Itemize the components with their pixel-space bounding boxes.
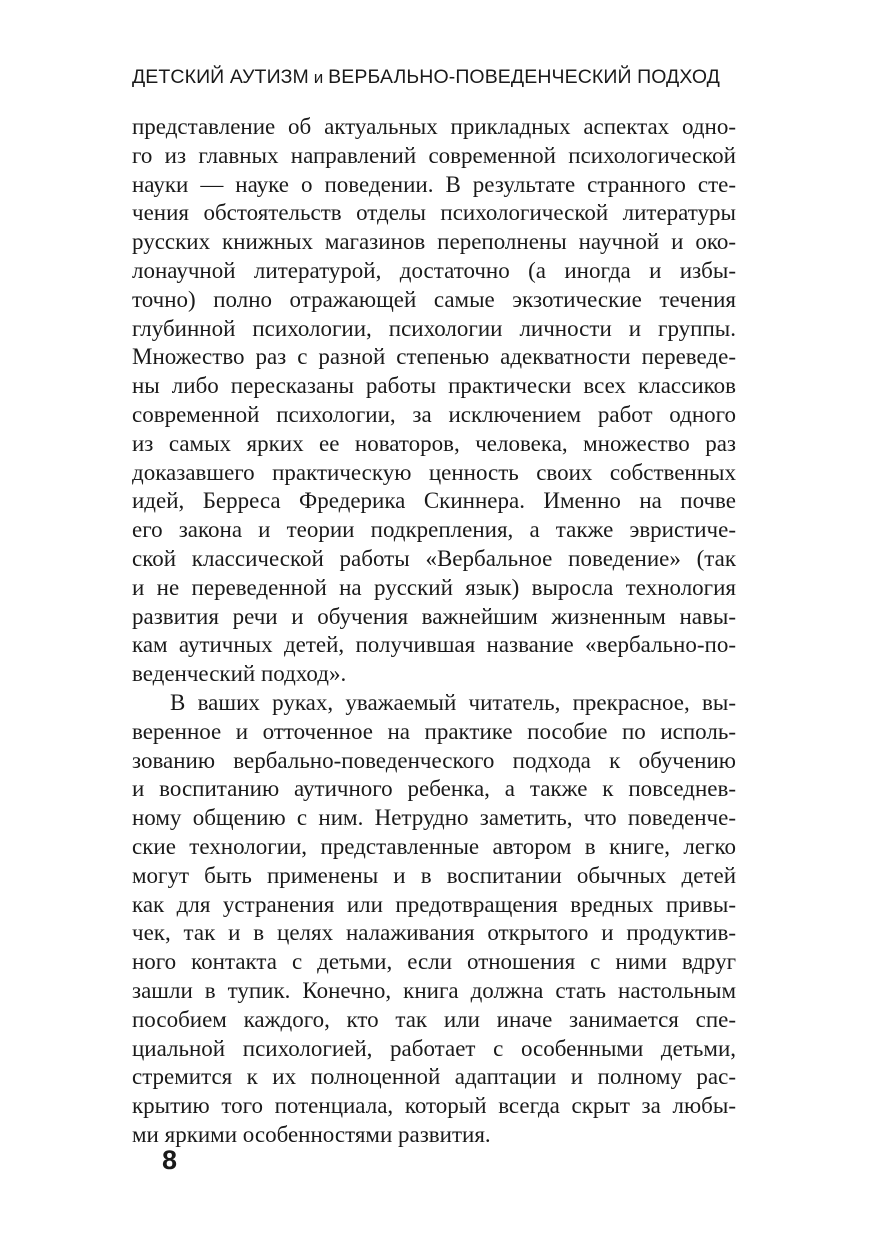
text-line: зашли в тупик. Конечно, книга должна стать настольным [132, 977, 736, 1003]
text-line: циальной психологией, работает с особенными детьми, [132, 1035, 736, 1061]
text-line: ны либо пересказаны работы практически всех классиков [132, 373, 736, 399]
text-line: представление об актуальных прикладных аспектах одно- [132, 114, 736, 139]
text-line: зованию вербально-поведенческого подхода к обучению [132, 747, 736, 773]
text-line: и воспитанию аутичного ребенка, а также к повседнев- [132, 776, 736, 802]
text-line: могут быть применены и в воспитании обычных детей [132, 862, 736, 888]
text-line: Множество раз с разной степенью адекватности переведе- [132, 344, 736, 370]
text-line: чек, так и в целях налаживания открытого и продуктив- [132, 920, 736, 946]
text-line: точно) полно отражающей самые экзотические течения [132, 286, 736, 312]
paragraph [132, 689, 736, 1150]
text-line: лонаучной литературой, достаточно (а иногда и избы- [132, 257, 736, 283]
text-line: го из главных направлений современной психологической [132, 142, 736, 168]
text-line: ские технологии, представленные автором в книге, легко [132, 833, 736, 859]
text-line: ской классической работы «Вербальное поведение» (так [132, 545, 736, 571]
running-head-title-part1: ДЕТСКИЙ АУТИЗМ [132, 66, 309, 88]
page-number: 8 [162, 1145, 178, 1175]
text-line: В ваших руках, уважаемый читатель, прекрасное, вы- [170, 689, 736, 715]
text-line: ному общению с ним. Нетрудно заметить, что поведенче- [132, 805, 736, 831]
body-text [132, 113, 736, 1150]
text-line: его закона и теории подкрепления, а также эвристиче- [132, 517, 736, 543]
text-line: доказавшего практическую ценность своих собственных [132, 459, 736, 485]
text-line: ми яркими особенностями развития. [132, 1121, 491, 1147]
text-line: стремится к их полноценной адаптации и полному рас- [132, 1064, 736, 1090]
running-head-title-part2: ВЕРБАЛЬНО-ПОВЕДЕНЧЕСКИЙ ПОДХОД [328, 66, 720, 88]
text-line: из самых ярких ее новаторов, человека, множество раз [132, 430, 736, 456]
text-line: ного контакта с детьми, если отношения с ними вдруг [132, 949, 736, 975]
text-line: русских книжных магазинов переполнены научной и око- [132, 229, 736, 255]
running-head [132, 66, 720, 89]
text-line: пособием каждого, кто так или иначе занимается спе- [132, 1006, 736, 1032]
running-head-conjunction: и [308, 68, 329, 87]
text-line: кам аутичных детей, получившая название «вербально-по- [132, 632, 736, 658]
text-line: развития речи и обучения важнейшим жизненным навы- [132, 603, 736, 629]
text-line: идей, Берреса Фредерика Скиннера. Именно на почве [132, 488, 736, 514]
paragraph [132, 113, 736, 689]
text-line: веденческий подход». [132, 661, 347, 687]
text-line: и не переведенной на русский язык) выросла технология [132, 574, 736, 600]
text-line: современной психологии, за исключением работ одного [132, 401, 736, 427]
text-line: крытию того потенциала, который всегда скрыт за любы- [132, 1093, 736, 1119]
text-line: чения обстоятельств отделы психологической литературы [132, 200, 736, 226]
text-line: веренное и отточенное на практике пособие по исполь- [132, 718, 736, 744]
text-line: науки — науке о поведении. В результате странного сте- [132, 171, 736, 197]
text-line: глубинной психологии, психологии личности и группы. [132, 315, 736, 341]
text-line: как для устранения или предотвращения вредных привы- [132, 891, 736, 917]
